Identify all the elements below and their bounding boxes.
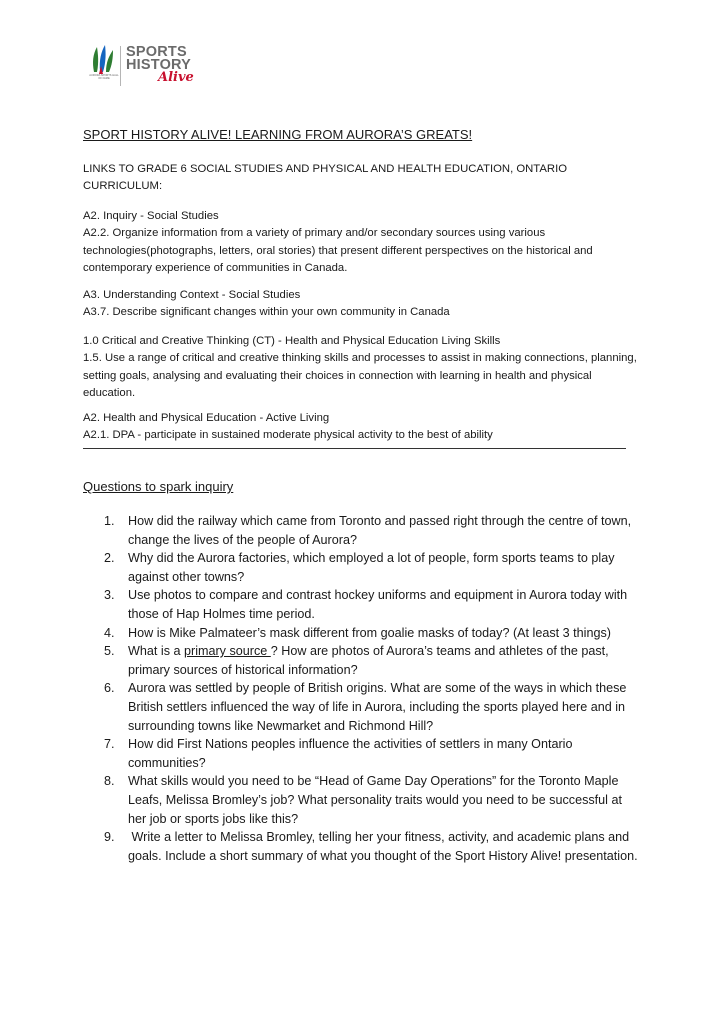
question-text: Why did the Aurora factories, which employed a lot of people, form sports teams to play against other towns?	[128, 551, 615, 584]
question-item	[83, 549, 643, 586]
section-body: A3.7. Describe significant changes within your own community in Canada	[83, 306, 450, 319]
question-item	[83, 679, 643, 735]
question-text: Use photos to compare and contrast hockey uniforms and equipment in Aurora today with those of Hap Holmes time period.	[128, 588, 628, 621]
curriculum-links-heading	[83, 161, 643, 196]
page-title: SPORT HISTORY ALIVE! LEARNING FROM AURORA’S GREATS!	[83, 127, 473, 142]
question-number: 2.	[104, 551, 115, 566]
question-item	[83, 512, 643, 549]
maple-leaf-icon	[88, 44, 120, 74]
section-body: A2.1. DPA - participate in sustained moderate physical activity to the best of ability	[83, 429, 493, 442]
section-heading: A3. Understanding Context - Social Studies	[83, 289, 301, 301]
question-number: 3.	[104, 588, 115, 603]
horizontal-divider	[83, 448, 626, 449]
section-heading: A2. Health and Physical Education - Active Living	[83, 412, 330, 424]
question-number: 9.	[104, 830, 115, 845]
question-text: Aurora was settled by people of British origins. What are some of the ways in which these British settlers influenced the way of life in Aurora, including the sports played here and in surrounding towns like Newmarket and Richmond Hill?	[128, 681, 627, 733]
primary-source-term: primary source	[184, 644, 271, 659]
section-social-studies-inquiry	[83, 208, 643, 278]
logo-caption: AURORA SPORTS HALL OF FAME	[89, 74, 119, 80]
section-active-living	[83, 410, 643, 445]
logo-divider	[120, 46, 121, 86]
logo-wordmark	[126, 46, 191, 72]
question-item	[83, 624, 643, 643]
question-number: 7.	[104, 737, 115, 752]
question-item	[83, 772, 643, 828]
question-number: 1.	[104, 514, 115, 528]
question-text-post: ? How are photos of Aurora’s teams and athletes of the past, primary sources of historical information?	[128, 644, 609, 677]
questions-heading: Questions to spark inquiry	[83, 479, 234, 494]
question-text: How did the railway which came from Toronto and passed right through the centre of town, change the lives of the people of Aurora?	[128, 514, 632, 547]
links-heading-text: LINKS TO GRADE 6 SOCIAL STUDIES AND PHYSICAL AND HEALTH EDUCATION, ONTARIO CURRICULUM:	[83, 163, 567, 193]
section-body: 1.5. Use a range of critical and creative thinking skills and processes to assist in making connections, planning, setting goals, analysing and evaluating their choices in connection with learning in health and physical education.	[83, 352, 637, 400]
logo-line-sports: SPORTS	[126, 44, 187, 60]
questions-list	[83, 512, 643, 865]
question-item	[83, 828, 643, 865]
question-text: How did First Nations peoples influence the activities of settlers in many Ontario communities?	[128, 737, 573, 770]
question-item	[83, 586, 643, 623]
question-number: 4.	[104, 625, 115, 640]
question-number: 6.	[104, 681, 115, 696]
question-number: 5.	[104, 644, 115, 659]
question-item	[83, 642, 643, 679]
logo-line-history: HISTORY	[126, 57, 192, 73]
question-item	[83, 735, 643, 772]
question-text: What skills would you need to be “Head of Game Day Operations” for the Toronto Maple Leafs, Melissa Bromley’s job? What personality traits would you need to be successful at her job or sports jobs like this?	[128, 774, 622, 826]
section-heading: 1.0 Critical and Creative Thinking (CT) - Health and Physical Education Living Skills	[83, 335, 501, 347]
section-critical-thinking	[83, 333, 643, 403]
section-body: A2.2. Organize information from a variety of primary and/or secondary sources using various technologies(photographs, letters, oral stories) that present different perspectives on the historical and contemporary experience of communities in Canada.	[83, 227, 593, 275]
question-text: How is Mike Palmateer’s mask different from goalie masks of today? (At least 3 things)	[128, 625, 611, 640]
sports-history-alive-logo	[88, 44, 208, 90]
question-text: Write a letter to Melissa Bromley, telling her your fitness, activity, and academic plans and goals. Include a short summary of what you thought of the Sport History Alive! presentation.	[128, 830, 638, 863]
section-understanding-context	[83, 287, 643, 322]
section-heading: A2. Inquiry - Social Studies	[83, 210, 219, 222]
question-number: 8.	[104, 774, 115, 789]
logo-script-alive: Alive	[158, 70, 194, 85]
question-text-pre: What is a	[128, 644, 184, 659]
